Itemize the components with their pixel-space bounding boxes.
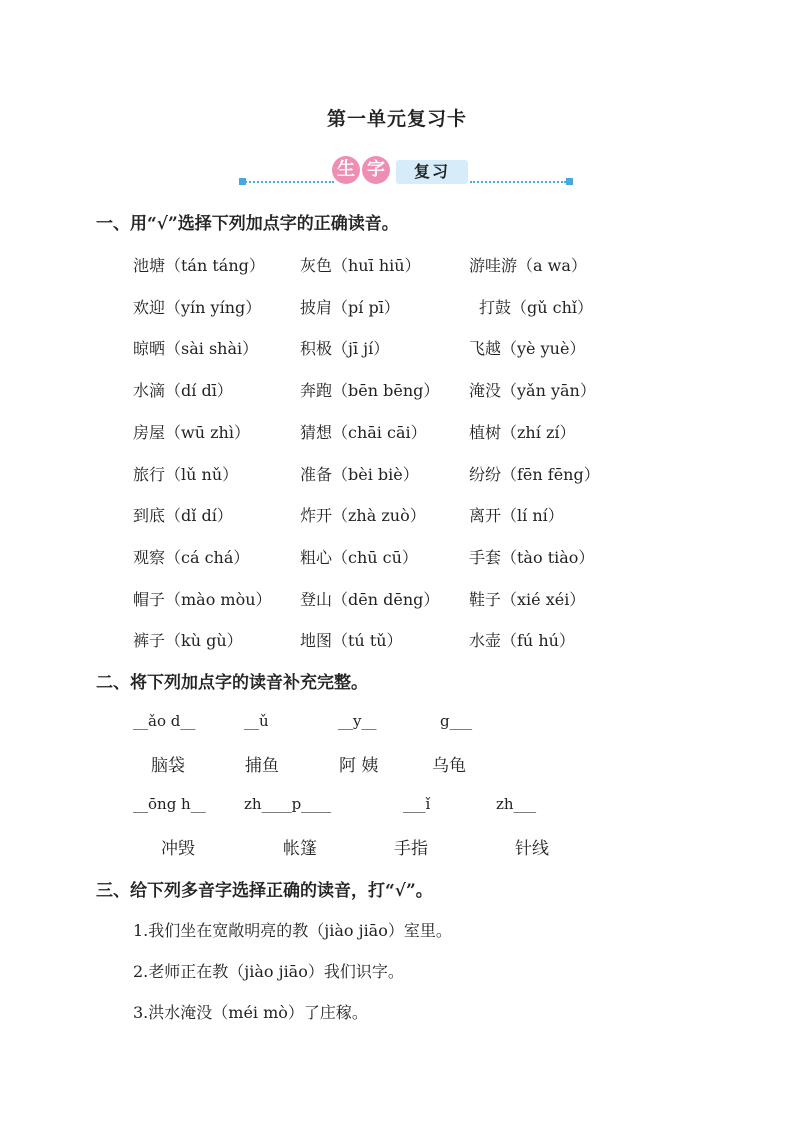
banner-char-circle-2: 字 [362, 156, 390, 184]
pinyin-blank[interactable]: zh____p____ [244, 795, 332, 813]
pinyin-choice-item[interactable]: 游哇游（a wa） [469, 256, 587, 275]
pinyin-blank[interactable]: __ōng h__ [133, 795, 206, 813]
pinyin-choice-item[interactable]: 裤子（kù gù） [133, 631, 243, 650]
pinyin-choice-item[interactable]: 水壶（fú hú） [469, 631, 575, 650]
pinyin-choice-item[interactable]: 准备（bèi biè） [300, 465, 419, 484]
pinyin-choice-item[interactable]: 水滴（dí dī） [133, 381, 233, 400]
pinyin-choice-item[interactable]: 离开（lí ní） [469, 506, 564, 525]
target-word: 冲毁 [161, 839, 195, 859]
pinyin-choice-item[interactable]: 纷纷（fēn fēng） [469, 465, 600, 484]
pinyin-choice-item[interactable]: 粗心（chū cū） [300, 548, 418, 567]
pinyin-choice-item[interactable]: 旅行（lǔ nǔ） [133, 465, 239, 484]
pinyin-blank[interactable]: ___ǐ [403, 795, 431, 813]
pinyin-choice-item[interactable]: 积极（jī jí） [300, 339, 390, 358]
pinyin-choice-item[interactable]: 灰色（huī hiū） [300, 256, 421, 275]
pinyin-choice-item[interactable]: 飞越（yè yuè） [469, 339, 586, 358]
section-banner [236, 150, 576, 190]
banner-char-circle-1: 生 [332, 156, 360, 184]
pinyin-choice-item[interactable]: 池塘（tán táng） [133, 256, 265, 275]
pinyin-choice-item[interactable]: 手套（tào tiào） [469, 548, 595, 567]
target-word: 阿 姨 [339, 756, 379, 776]
target-word: 脑袋 [151, 756, 185, 776]
banner-tag: 复习 [396, 160, 468, 184]
pinyin-choice-item[interactable]: 地图（tú tǔ） [300, 631, 403, 650]
pinyin-choice-item[interactable]: 猜想（chāi cāi） [300, 423, 427, 442]
sentence-item: 1.我们坐在宽敞明亮的教（jiào jiāo）室里。 [133, 921, 452, 940]
pinyin-choice-item[interactable]: 淹没（yǎn yān） [469, 381, 596, 400]
pinyin-choice-item[interactable]: 披肩（pí pī） [300, 298, 400, 317]
dotted-line-right [470, 181, 566, 183]
section-2-heading: 二、将下列加点字的读音补充完整。 [96, 673, 368, 693]
dotted-line-left [242, 181, 334, 183]
pinyin-choice-item[interactable]: 打鼓（gǔ chǐ） [479, 298, 594, 317]
pinyin-choice-item[interactable]: 到底（dǐ dí） [133, 506, 233, 525]
sentence-item: 3.洪水淹没（méi mò）了庄稼。 [133, 1003, 368, 1022]
pinyin-choice-item[interactable]: 登山（dēn dēng） [300, 590, 440, 609]
target-word: 针线 [515, 839, 549, 859]
pinyin-choice-item[interactable]: 帽子（mào mòu） [133, 590, 272, 609]
target-word: 手指 [394, 839, 428, 859]
pinyin-choice-item[interactable]: 鞋子（xié xéi） [469, 590, 586, 609]
pinyin-choice-item[interactable]: 炸开（zhà zuò） [300, 506, 426, 525]
pinyin-blank[interactable]: g___ [440, 712, 473, 730]
pinyin-choice-item[interactable]: 观察（cá chá） [133, 548, 250, 567]
section-1-heading: 一、用“√”选择下列加点字的正确读音。 [96, 214, 399, 234]
square-marker-left [239, 178, 246, 185]
target-word: 帐篷 [283, 839, 317, 859]
pinyin-blank[interactable]: zh___ [496, 795, 537, 813]
pinyin-choice-item[interactable]: 晾晒（sài shài） [133, 339, 259, 358]
pinyin-blank[interactable]: __ǎo d__ [133, 712, 196, 730]
section-3-heading: 三、给下列多音字选择正确的读音，打“√”。 [96, 881, 433, 901]
page-title: 第一单元复习卡 [326, 108, 467, 130]
pinyin-choice-item[interactable]: 植树（zhí zí） [469, 423, 576, 442]
target-word: 捕鱼 [245, 756, 279, 776]
pinyin-choice-item[interactable]: 奔跑（bēn bēng） [300, 381, 440, 400]
target-word: 乌龟 [432, 756, 466, 776]
pinyin-blank[interactable]: __ǔ [244, 712, 269, 730]
pinyin-blank[interactable]: __y__ [338, 712, 377, 730]
pinyin-choice-item[interactable]: 房屋（wū zhì） [133, 423, 250, 442]
pinyin-choice-item[interactable]: 欢迎（yín yíng） [133, 298, 262, 317]
square-marker-right [566, 178, 573, 185]
sentence-item: 2.老师正在教（jiào jiāo）我们识字。 [133, 962, 404, 981]
